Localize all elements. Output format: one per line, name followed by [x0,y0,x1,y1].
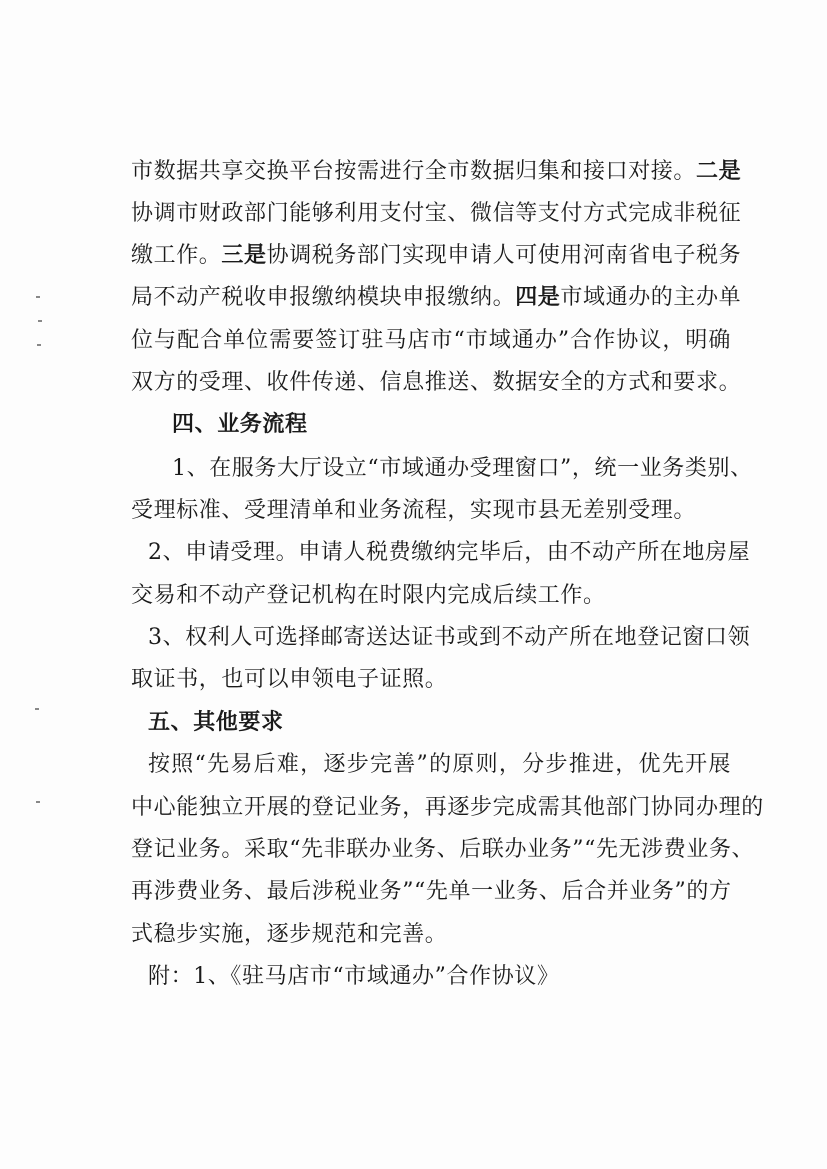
paragraph-line-10: 交易和不动产登记机构在时限内完成后续工作。 [131,583,606,608]
paragraph-line-14: 中心能独立开展的登记业务，再逐步完成需其他部门协同办理的 [131,795,764,820]
paragraph-line-3: 缴工作。三是协调税务部门实现申请人可使用河南省电子税务 [131,243,742,268]
paragraph-line-9: 2、申请受理。申请人税费缴纳完毕后，由不动产所在地房屋 [148,540,751,565]
paragraph-line-13: 按照“先易后难，逐步完善”的原则，分步推进，优先开展 [148,752,731,777]
paragraph-line-11: 3、权利人可选择邮寄送达证书或到不动产所在地登记窗口领 [148,625,751,650]
paragraph-line-8: 受理标准、受理清单和业务流程，实现市县无差别受理。 [131,498,697,523]
scan-speck [37,344,41,346]
paragraph-line-1: 市数据共享交换平台按需进行全市数据归集和接口对接。二是 [131,159,742,184]
section-heading-5: 五、其他要求 [148,710,284,735]
section-heading-4: 四、业务流程 [172,412,308,437]
scan-speck [36,296,40,298]
paragraph-line-16: 再涉费业务、最后涉税业务”“先单一业务、后合并业务”的方 [131,879,732,904]
scan-speck [35,708,39,710]
scan-speck [36,801,40,803]
paragraph-line-4: 局不动产税收申报缴纳模块申报缴纳。四是市域通办的主办单 [131,285,742,310]
paragraph-line-17: 式稳步实施，逐步规范和完善。 [131,922,448,947]
paragraph-line-7: 1、在服务大厅设立“市域通办受理窗口”，统一业务类别、 [172,456,753,481]
paragraph-line-2: 协调市财政部门能够利用支付宝、微信等支付方式完成非税征 [131,201,742,226]
paragraph-line-5: 位与配合单位需要签订驻马店市“市域通办”合作协议，明确 [131,328,731,353]
scan-speck [38,320,42,322]
paragraph-line-15: 登记业务。采取“先非联办业务、后联办业务”“先无涉费业务、 [131,837,755,862]
paragraph-line-12: 取证书，也可以申领电子证照。 [131,667,448,692]
paragraph-line-6: 双方的受理、收件传递、信息推送、数据安全的方式和要求。 [131,370,742,395]
attachment-line: 附：1、《驻马店市“市域通办”合作协议》 [148,964,560,989]
